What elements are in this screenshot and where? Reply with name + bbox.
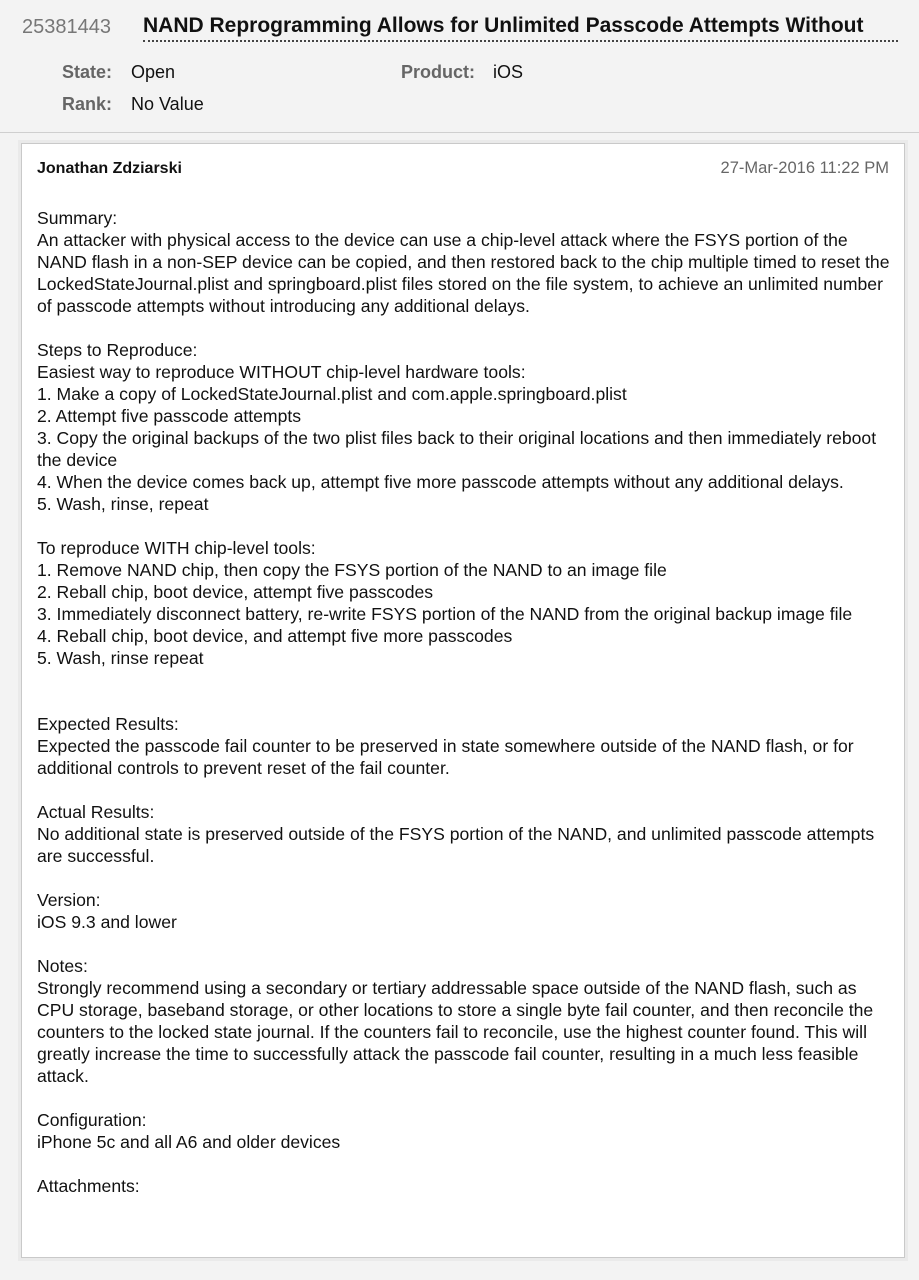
product-label: Product: xyxy=(401,62,475,82)
rank-label: Rank: xyxy=(61,94,112,114)
bug-title[interactable]: NAND Reprogramming Allows for Unlimited Passcode Attempts Without xyxy=(143,14,898,42)
comment-author: Jonathan Zdziarski xyxy=(37,160,182,177)
comment-card xyxy=(21,143,905,1258)
rank-value: No Value xyxy=(131,94,204,114)
state-value: Open xyxy=(131,62,176,82)
comment-timestamp: 27-Mar-2016 11:22 PM xyxy=(720,159,889,177)
comment-body: Summary: An attacker with physical access to the device can use a chip-level attack where the FSYS portion of the NAND flash in a non-SEP device can be copied, and then restored back to the chip multiple timed to reset the LockedStateJournal.plist and springboard.plist files stored on the file system, to achieve an unlimited number of passcode attempts without introducing any additional delays. Steps to Reproduce: Easiest way to reproduce WITHOUT chip-level hardware tools: 1. Make a copy of LockedStateJournal.plist and com.apple.springboard.plist 2. Attempt five passcode attempts 3. Copy the original backups of the two plist files back to their original locations and then immediately reboot the device 4. When the device comes back up, attempt five more passcode attempts without any additional delays. 5. Wash, rinse, repeat To reproduce WITH chip-level tools: 1. Remove NAND chip, then copy the FSYS portion of the NAND to an image file 2. Reball chip, boot device, attempt five passcodes 3. Immediately disconnect battery, re-write FSYS portion of the NAND from the original backup image file 4. Reball chip, boot device, and attempt five more passcodes 5. Wash, rinse repeat Expected Results: Expected the passcode fail counter to be preserved in state somewhere outside of the NAND flash, or for additional controls to prevent reset of the fail counter. Actual Results: No additional state is preserved outside of the FSYS portion of the NAND, and unlimited passcode attempts are successful. Version: iOS 9.3 and lower Notes: Strongly recommend using a secondary or tertiary addressable space outside of the NAND flash, such as CPU storage, baseband storage, or other locations to store a single byte fail counter, and then reconcile the counters to the locked state journal. If the counters fail to reconcile, use the highest counter found. This will greatly increase the time to successfully attack the passcode fail counter, resulting in a much less feasible attack. Configuration: iPhone 5c and all A6 and older devices Attachments: xyxy=(37,208,890,1196)
product-value: iOS xyxy=(493,62,524,82)
bug-header xyxy=(0,0,919,133)
state-label: State: xyxy=(61,62,112,82)
bug-id: 25381443 xyxy=(22,16,111,38)
